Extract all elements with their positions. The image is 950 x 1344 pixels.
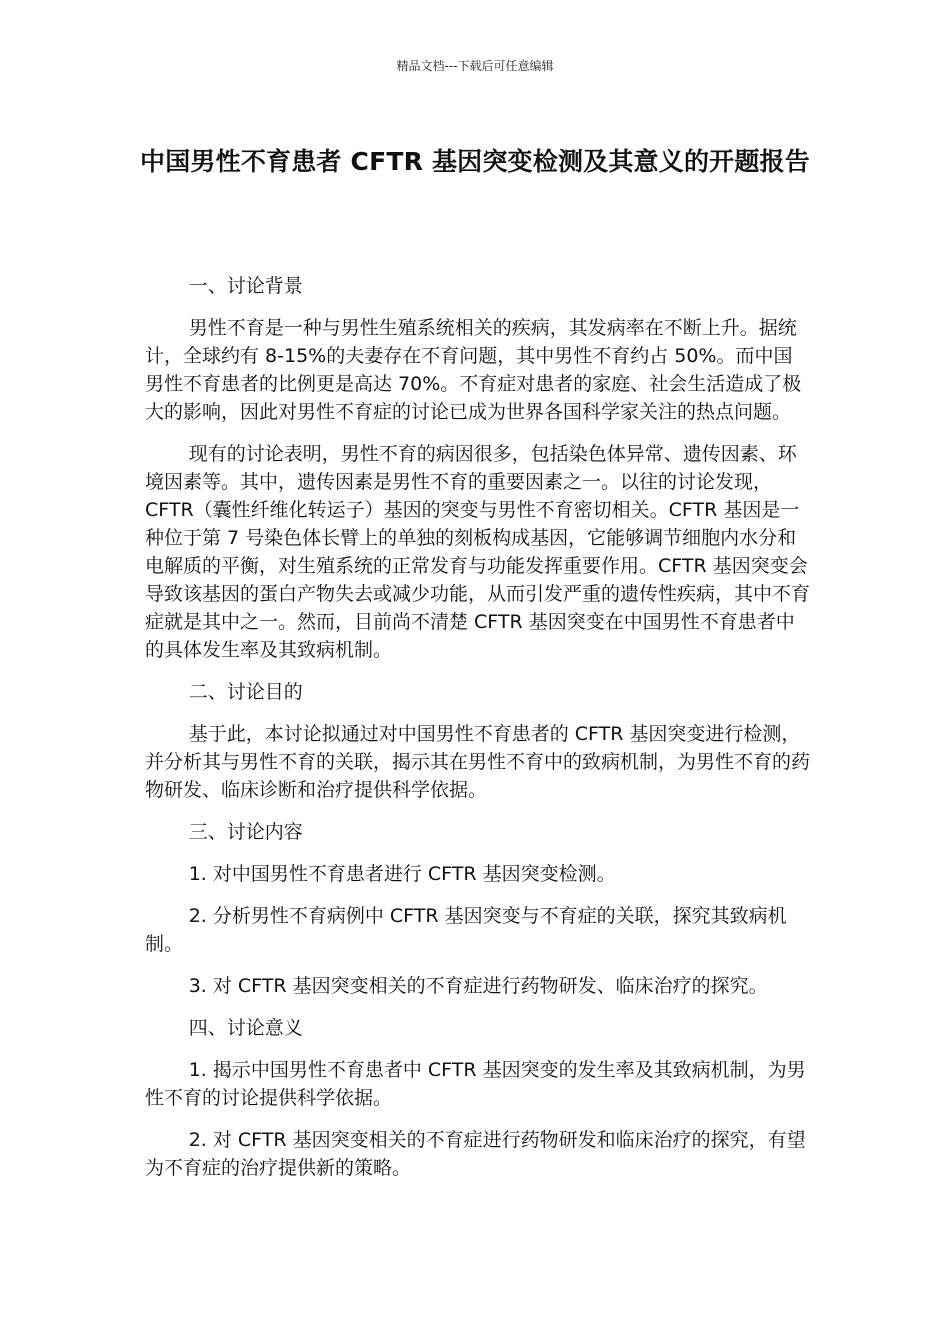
header-note: 精品文档---下载后可任意编辑 <box>396 59 554 73</box>
document-body <box>145 272 810 1196</box>
list-item-content-3: 3. 对 CFTR 基因突变相关的不育症进行药物研发、临床治疗的探究。 <box>188 975 768 997</box>
paragraph-background-1: 男性不育是一种与男性生殖系统相关的疾病，其发病率在不断上升。据统计，全球约有 8-15%的夫妻存在不育问题，其中男性不育约占 50%。而中国男性不育患者的比例更是高达 70%。不育症对患者的家庭、社会生活造成了极大的影响，因此对男性不育症的讨论已成为世界各国科学家关注的热点问题。 <box>145 317 802 423</box>
paragraph-background-2: 现有的讨论表明，男性不育的病因很多，包括染色体异常、遗传因素、环境因素等。其中，遗传因素是男性不育的重要因素之一。以往的讨论发现，CFTR（囊性纤维化转运子）基因的突变与男性不育密切相关。CFTR 基因是一种位于第 7 号染色体长臂上的单独的刻板构成基因，它能够调节细胞内水分和电解质的平衡，对生殖系统的正常发育与功能发挥重要作用。CFTR 基因突变会导致该基因的蛋白产物失去或减少功能，从而引发严重的遗传性疾病，其中不育症就是其中之一。然而，目前尚不清楚 CFTR 基因突变在中国男性不育患者中的具体发生率及其致病机制。 <box>145 443 811 661</box>
section-heading-background: 一、讨论背景 <box>188 275 303 297</box>
section-heading-purpose: 二、讨论目的 <box>188 681 303 703</box>
list-item-significance-1: 1. 揭示中国男性不育患者中 CFTR 基因突变的发生率及其致病机制，为男性不育的讨论提供科学依据。 <box>145 1059 806 1109</box>
list-item-significance-2: 2. 对 CFTR 基因突变相关的不育症进行药物研发和临床治疗的探究，有望为不育症的治疗提供新的策略。 <box>145 1129 806 1179</box>
document-title: 中国男性不育患者 CFTR 基因突变检测及其意义的开题报告 <box>140 147 810 176</box>
section-heading-significance: 四、讨论意义 <box>188 1017 303 1039</box>
paragraph-purpose: 基于此，本讨论拟通过对中国男性不育患者的 CFTR 基因突变进行检测，并分析其与男性不育的关联，揭示其在男性不育中的致病机制，为男性不育的药物研发、临床诊断和治疗提供科学依据。 <box>145 723 811 801</box>
list-item-content-2: 2. 分析男性不育病例中 CFTR 基因突变与不育症的关联，探究其致病机制。 <box>145 905 787 955</box>
section-heading-content: 三、讨论内容 <box>188 821 303 843</box>
list-item-content-1: 1. 对中国男性不育患者进行 CFTR 基因突变检测。 <box>188 863 616 885</box>
